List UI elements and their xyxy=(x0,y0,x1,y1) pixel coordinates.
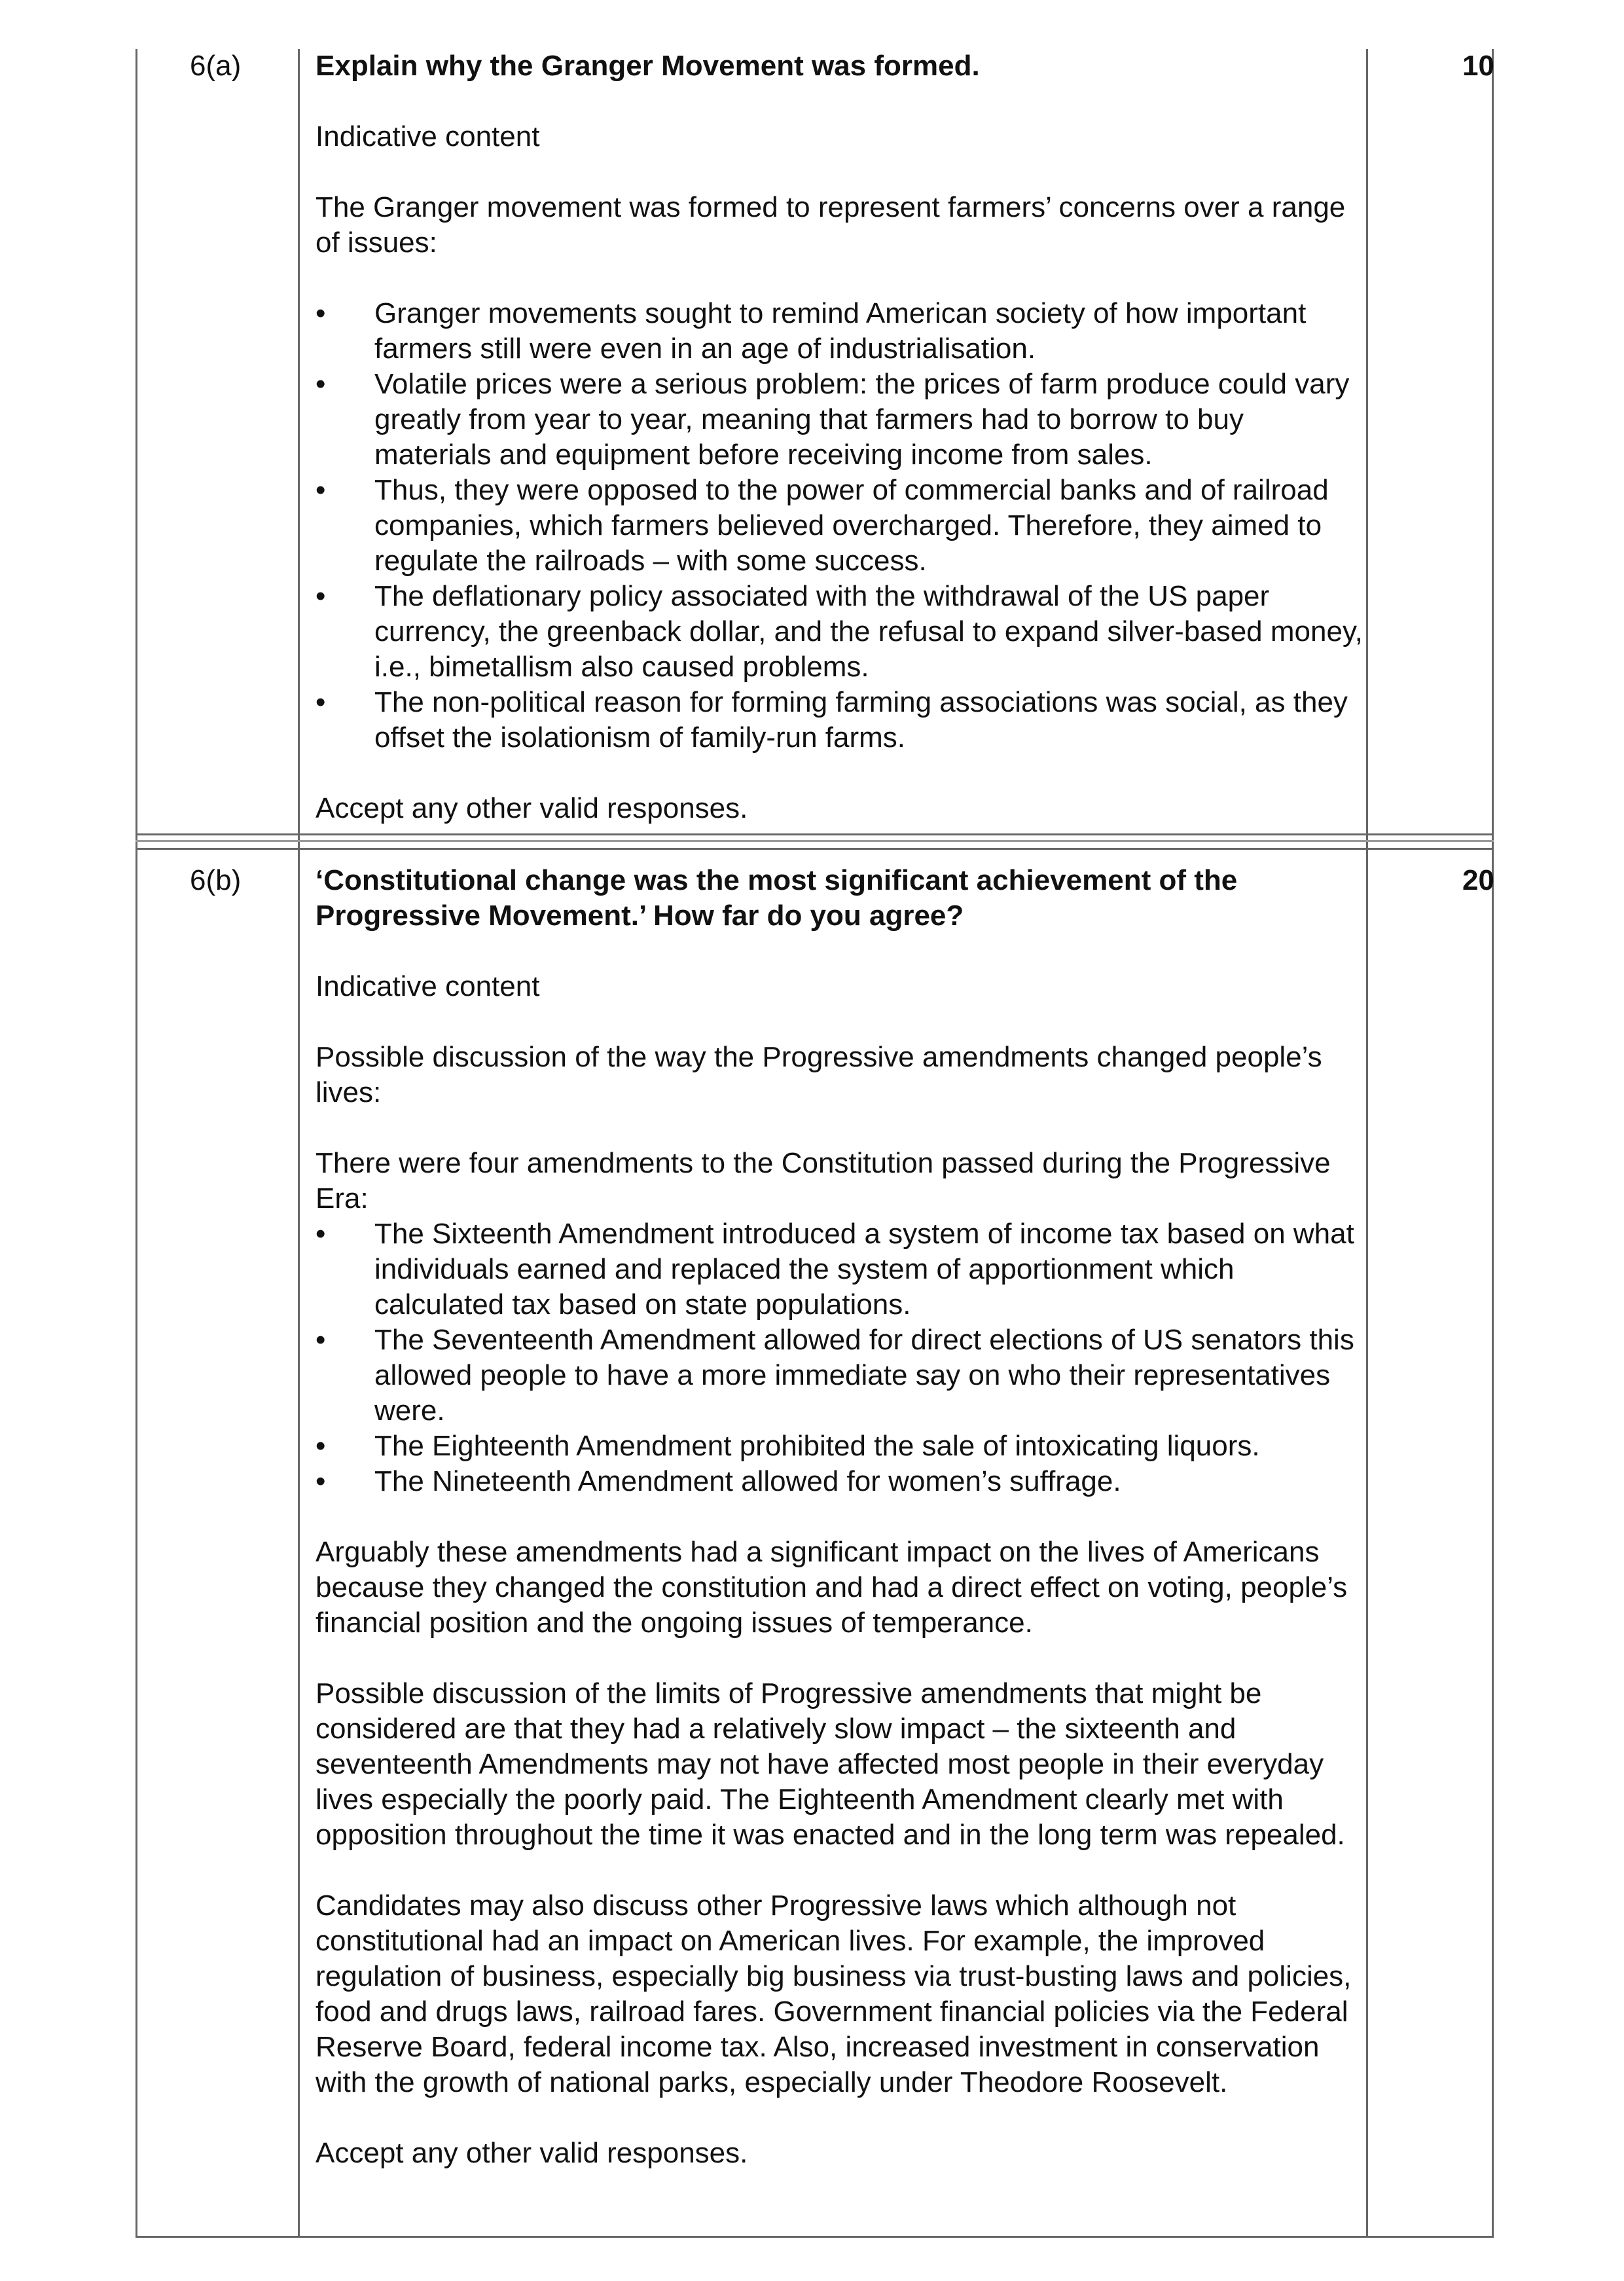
answer-guidance-6b xyxy=(316,863,1363,2171)
table-border-right xyxy=(1492,49,1494,2238)
indicative-content-heading: Indicative content xyxy=(316,120,540,153)
list-item: • Thus, they were opposed to the power of commercial banks and of railroad companies, which farmers believed overcharged. Therefore, they aimed to regulate the railroads – with some success. xyxy=(316,473,1363,579)
column-divider-marks xyxy=(1366,49,1368,2238)
table-border-left xyxy=(135,49,137,2238)
question-number-6b: 6(b) xyxy=(190,864,242,896)
list-item: • Granger movements sought to remind American society of how important farmers still were even in an age of industrialisation. xyxy=(316,296,1363,367)
list-item: • The Eighteenth Amendment prohibited the sale of intoxicating liquors. xyxy=(316,1429,1363,1464)
intro-paragraph: Possible discussion of the way the Progressive amendments changed people’s lives: xyxy=(316,1041,1322,1108)
marks-6b: 20 xyxy=(1462,864,1494,896)
question-text-6b: ‘Constitutional change was the most significant achievement of the Progressive Movement.’ How far do you agree? xyxy=(316,864,1238,932)
closing-note: Accept any other valid responses. xyxy=(316,792,748,824)
amendments-intro: There were four amendments to the Constitution passed during the Progressive Era: xyxy=(316,1147,1331,1214)
column-divider-question xyxy=(298,49,300,2238)
closing-note: Accept any other valid responses. xyxy=(316,2137,748,2169)
bullet-list xyxy=(316,1216,1363,1499)
indicative-content-heading: Indicative content xyxy=(316,970,540,1002)
bullet-list xyxy=(316,296,1363,756)
paragraph: Candidates may also discuss other Progressive laws which although not constitutional had an impact on American lives. For example, the improved regulation of business, especially big business via trust-busting laws and policies, food and drugs laws, railroad fares. Government financial policies via the Federal Reserve Board, federal income tax. Also, increased investment in conservation with the growth of national parks, especially under Theodore Roosevelt. xyxy=(316,1889,1352,2098)
intro-paragraph: The Granger movement was formed to represent farmers’ concerns over a range of issues: xyxy=(316,191,1346,259)
row-separator xyxy=(135,833,1494,835)
question-text-6a: Explain why the Granger Movement was formed. xyxy=(316,50,980,82)
row-separator xyxy=(135,848,1494,850)
question-number-6a: 6(a) xyxy=(190,50,242,82)
list-item: • The non-political reason for forming farming associations was social, as they offset the isolationism of family-run farms. xyxy=(316,685,1363,756)
row-separator-double xyxy=(135,840,1494,842)
paragraph: Arguably these amendments had a significant impact on the lives of Americans because they changed the constitution and had a direct effect on voting, people’s financial position and the ongoing issues of temperance. xyxy=(316,1536,1348,1639)
list-item: • The Seventeenth Amendment allowed for direct elections of US senators this allowed people to have a more immediate say on who their representatives were. xyxy=(316,1323,1363,1429)
marks-6a: 10 xyxy=(1462,50,1494,82)
paragraph: Possible discussion of the limits of Progressive amendments that might be considered are that they had a relatively slow impact – the sixteenth and seventeenth Amendments may not have affected most people in their everyday lives especially the poorly paid. The Eighteenth Amendment clearly met with opposition throughout the time it was enacted and in the long term was repealed. xyxy=(316,1677,1345,1851)
list-item: • Volatile prices were a serious problem: the prices of farm produce could vary greatly from year to year, meaning that farmers had to borrow to buy materials and equipment before receiving income from sales. xyxy=(316,367,1363,473)
answer-guidance-6a xyxy=(316,48,1363,826)
list-item: • The Nineteenth Amendment allowed for women’s suffrage. xyxy=(316,1464,1363,1499)
table-border-bottom xyxy=(135,2236,1494,2238)
list-item: • The Sixteenth Amendment introduced a system of income tax based on what individuals earned and replaced the system of apportionment which calculated tax based on state populations. xyxy=(316,1216,1363,1323)
list-item: • The deflationary policy associated with the withdrawal of the US paper currency, the greenback dollar, and the refusal to expand silver-based money, i.e., bimetallism also caused problems. xyxy=(316,579,1363,685)
